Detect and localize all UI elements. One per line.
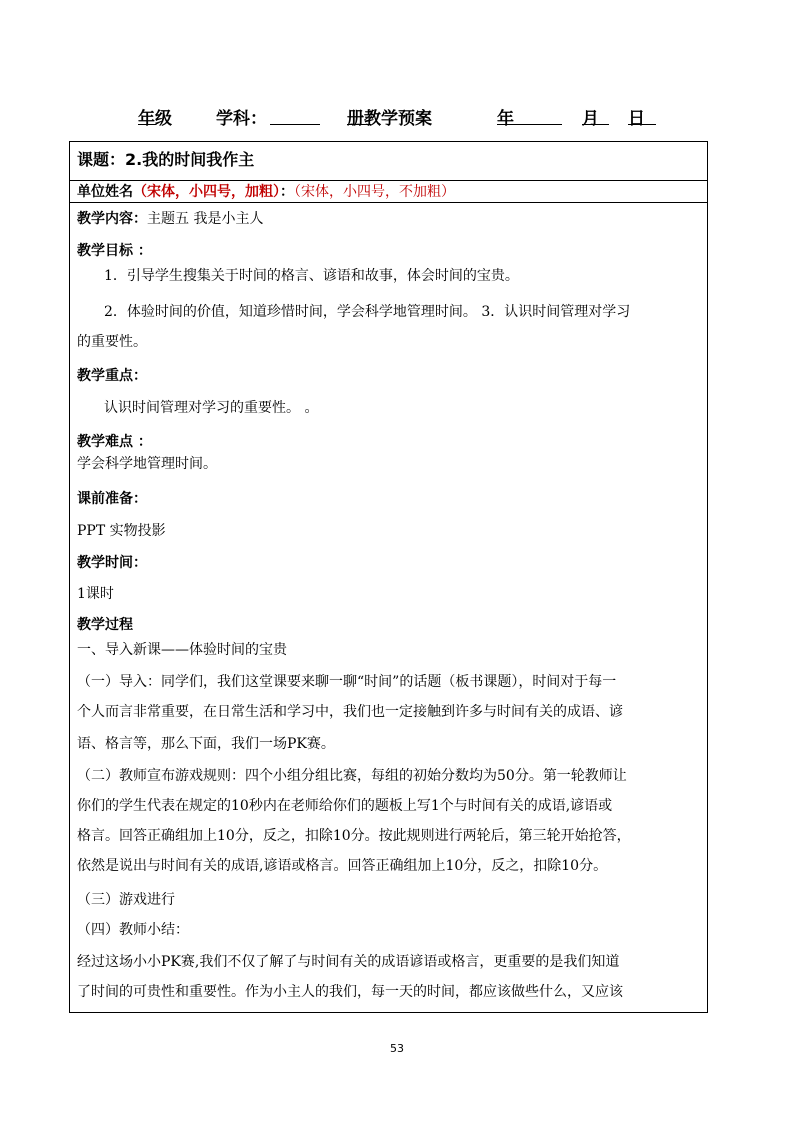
process-para-2: 格言。回答正确组加上10分，反之，扣除10分。按此规则进行两轮后，第三轮开始抢答， xyxy=(77,828,631,844)
lesson-title: 课题：2.我的时间我作主 xyxy=(77,150,255,169)
difficulty-label: 教学难点 ： xyxy=(77,434,152,450)
goal-1: 1．引导学生搜集关于时间的格言、谚语和故事，体会时间的宝贵。 xyxy=(104,268,519,284)
goal-2: 2．体验时间的价值，知道珍惜时间，学会科学地管理时间。 3．认识时间管理对学习 xyxy=(104,304,631,320)
process-para-2: （二）教师宣布游戏规则：四个小组分组比赛，每组的初始分数均为50分。第一轮教师让 xyxy=(77,768,627,784)
unit-note-plain: （宋体，小四号，不加粗） xyxy=(294,184,455,200)
goal-2-cont: 的重要性。 xyxy=(77,334,147,350)
process-label: 教学过程 xyxy=(77,617,133,633)
process-intro: 一、导入新课——体验时间的宝贵 xyxy=(77,642,287,658)
process-para-1: 语、格言等，那么下面，我们一场PK赛。 xyxy=(77,736,335,752)
unit-note-bold: （宋体，小四号，加粗） xyxy=(133,184,280,200)
process-para-2: 依然是说出与时间有关的成语,谚语或格言。回答正确组加上10分，反之，扣除10分。 xyxy=(77,858,608,874)
row-divider xyxy=(69,202,708,203)
process-para-5: 了时间的可贵性和重要性。作为小主人的我们，每一天的时间，都应该做些什么，又应该 xyxy=(77,984,623,1000)
content-text: 主题五 我是小主人 xyxy=(147,211,264,227)
process-para-1: （一）导入：同学们，我们这堂课要来聊一聊“时间”的话题（板书课题），时间对于每一 xyxy=(77,674,617,690)
key-text: 认识时间管理对学习的重要性。 。 xyxy=(104,400,319,416)
difficulty-text: 学会科学地管理时间。 xyxy=(77,456,217,472)
content-label: 教学内容： xyxy=(77,211,147,227)
key-label: 教学重点： xyxy=(77,368,147,384)
time-text: 1课时 xyxy=(77,586,114,602)
process-para-3: （三）游戏进行 xyxy=(77,892,175,908)
subject-label: 学科： xyxy=(216,109,267,129)
process-para-5: 经过这场小小PK赛,我们不仅了解了与时间有关的成语谚语或格言，更重要的是我们知道 xyxy=(77,954,620,970)
row-divider xyxy=(69,180,708,181)
time-label: 教学时间： xyxy=(77,555,147,571)
page-number: 53 xyxy=(390,1042,404,1055)
document-header: 年级 学科： 册教学预案 年 月 日 xyxy=(0,104,794,130)
goals-label: 教学目标 ： xyxy=(77,243,152,259)
process-para-4: （四）教师小结： xyxy=(77,922,189,938)
prep-text: PPT 实物投影 xyxy=(77,523,166,539)
unit-label: 单位姓名 xyxy=(77,184,133,200)
process-para-2: 你们的学生代表在规定的10秒内在老师给你们的题板上写1个与时间有关的成语,谚语或 xyxy=(77,798,613,814)
prep-label: 课前准备： xyxy=(77,491,147,507)
unit-row: 单位姓名（宋体，小四号，加粗）：（宋体，小四号，不加粗） xyxy=(77,184,455,200)
process-para-1: 个人而言非常重要，在日常生活和学习中，我们也一定接触到许多与时间有关的成语、谚 xyxy=(77,704,623,720)
content-row xyxy=(77,209,263,229)
